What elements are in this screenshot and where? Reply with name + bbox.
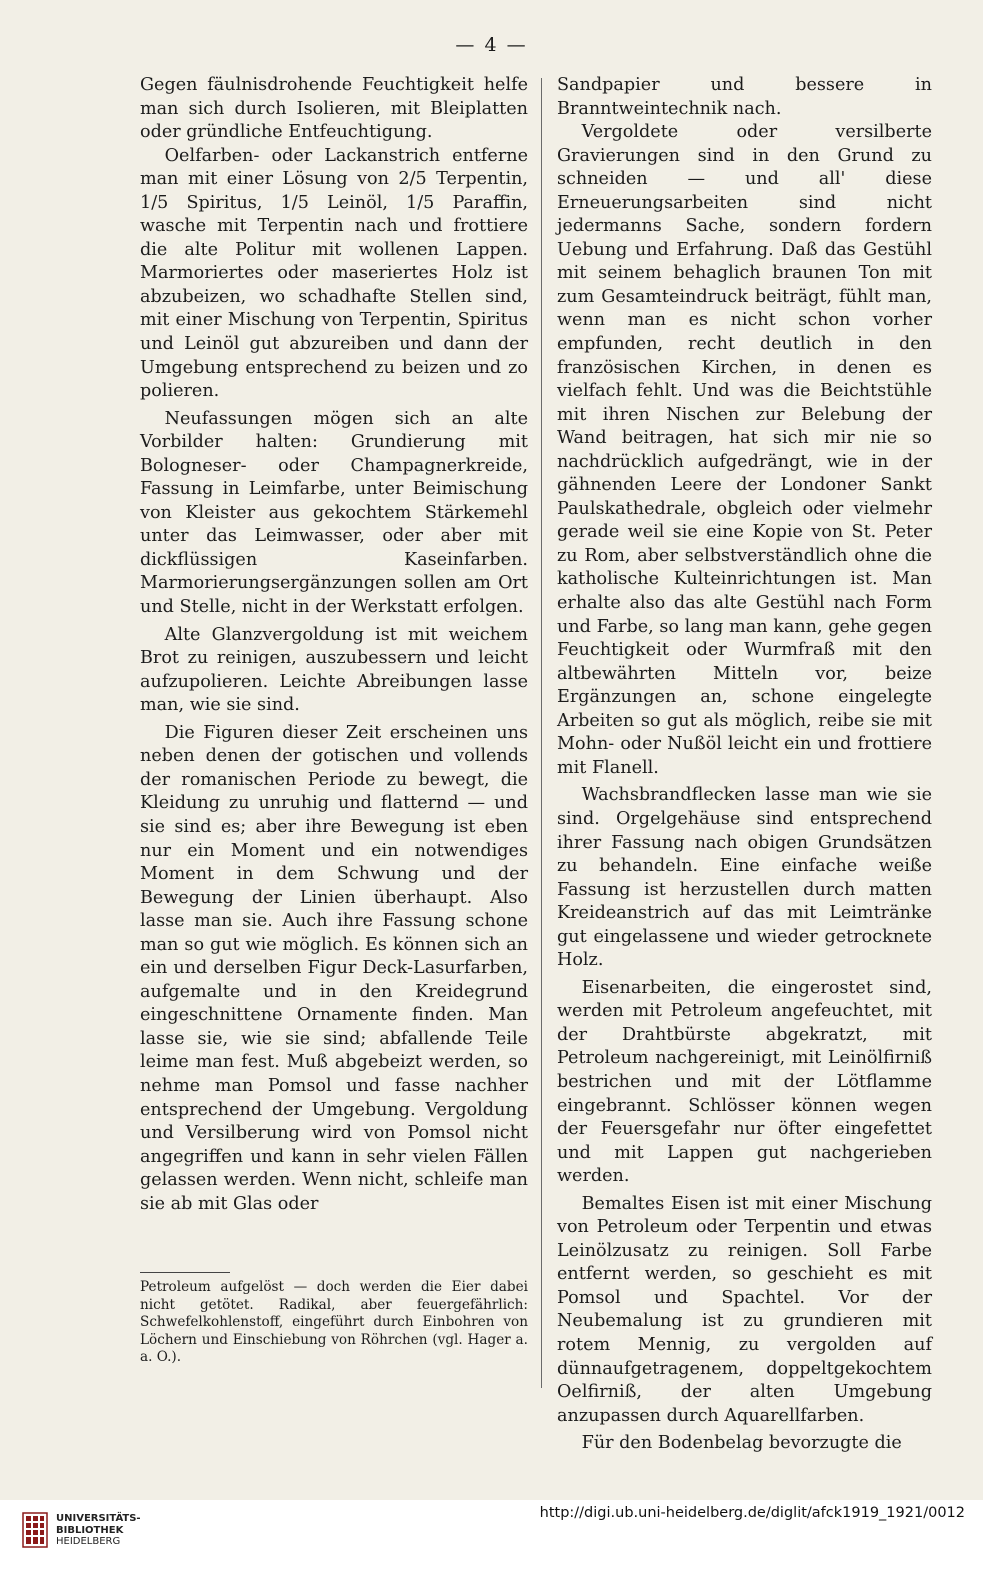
paragraph: Oelfarben- oder Lackanstrich entferne man mit einer Lösung von 2/5 Terpentin, 1/5 Spiritus, 1/5 Leinöl, 1/5 Paraffin, wasche mit Terpentin nach und frottiere die alte Politur mit wollenen Lappen. Marmoriertes oder maseriertes Holz ist abzubeizen, wo schadhafte Stellen sind, mit einer Mischung von Terpentin, Spiritus und Leinöl gut abzureiben und dann der Umgebung entsprechend zu beizen und zo polieren. [140, 145, 528, 402]
footnote-divider [140, 1272, 230, 1273]
paragraph: Eisenarbeiten, die eingerostet sind, werden mit Petroleum angefeuchtet, mit der Drahtbürste abgekratzt, mit Petroleum nachgereinigt, mit Leinölfirniß bestrichen und mit der Lötflamme eingebrannt. Schlösser können wegen der Feuersgefahr nur öfter eingefettet und mit Lappen gut nachgerieben werden. [557, 977, 932, 1187]
footnote: Petroleum aufgelöst — doch werden die Eier dabei nicht getötet. Radikal, aber feuergefährlich: Schwefelkohlenstoff, eingeführt durch Einbohren von Löchern und Einschiebung von Röhrchen (vgl. Hager a. a. O.). [140, 1279, 528, 1366]
paragraph: Gegen fäulnisdrohende Feuchtigkeit helfe man sich durch Isolieren, mit Bleiplatten oder gründliche Entfeuchtigung. [140, 75, 528, 143]
right-column [557, 74, 932, 1456]
paragraph: Alte Glanzvergoldung ist mit weichem Brot zu reinigen, auszubessern und leicht aufzupolieren. Leichte Abreibungen lasse man, wie sie sind. [140, 624, 528, 716]
paragraph: Wachsbrandflecken lasse man wie sie sind. Orgelgehäuse sind entsprechend ihrer Fassung nach obigen Grundsätzen zu behandeln. Eine einfache weiße Fassung ist herzustellen durch matten Kreideanstrich auf das mit Leimtränke gut eingelassene und wieder getrocknete Holz. [557, 785, 932, 971]
paragraph: Für den Bodenbelag bevorzugte die [581, 1433, 902, 1454]
source-url-link[interactable]: http://digi.ub.uni-heidelberg.de/diglit/afck1919_1921/0012 [539, 1505, 965, 1521]
paragraph: Vergoldete oder versilberte Gravierungen sind in den Grund zu schneiden — und all' diese Erneuerungsarbeiten sind nicht jedermanns Sache, sondern fordern Uebung und Erfahrung. Daß das Gestühl mit seinem behaglich braunen Ton mit zum Gesamteindruck beiträgt, fühlt man, wenn man es nicht schon vorher empfunden, recht deutlich in den französischen Kirchen, in denen es vielfach fehlt. Und was die Beichtstühle mit ihren Nischen zur Belebung der Wand beitragen, hat sich mir nie so nachdrücklich aufgedrängt, wie in der gähnenden Leere der Londoner Sankt Paulskathedrale, obgleich oder vielmehr gerade weil sie eine Kopie von St. Peter zu Rom, aber selbstverständlich ohne die katholische Kulteinrichtungen ist. Man erhalte also das alte Gestühl nach Form und Farbe, so lang man kann, gehe gegen Feuchtigkeit oder Wurmfraß mit den altbewährten Mitteln vor, beize Ergänzungen an, schone eingelegte Arbeiten so gut als möglich, reibe sie mit Mohn- oder Nußöl leicht ein und frottiere mit Flanell. [557, 122, 932, 778]
library-name-line: HEIDELBERG [56, 1536, 121, 1547]
university-library-logo-icon [22, 1512, 48, 1548]
library-name-line: UNIVERSITÄTS- [56, 1513, 141, 1524]
paragraph: Sandpapier und bessere in Branntweintechnik nach. [557, 75, 932, 119]
column-divider [541, 78, 542, 1388]
paragraph: Bemaltes Eisen ist mit einer Mischung von Petroleum oder Terpentin und etwas Leinölzusatz zu reinigen. Soll Farbe entfernt werden, so geschieht es mit Pomsol und Spachtel. Vor der Neubemalung ist zu grundieren mit rotem Mennig, zu vergolden auf dünnaufgetragenem, doppeltgekochtem Oelfirniß, der alten Umgebung anzupassen durch Aquarellfarben. [557, 1193, 932, 1426]
page-number: — 4 — [455, 34, 528, 56]
library-name-line: BIBLIOTHEK [56, 1524, 124, 1536]
left-column [140, 74, 528, 1216]
library-name [56, 1513, 141, 1548]
paragraph: Die Figuren dieser Zeit erscheinen uns neben denen der gotischen und vollends der romanischen Periode zu bewegt, die Kleidung zu unruhig und flatternd — und sie sind es; aber ihre Bewegung ist eben nur ein Moment und ein notwendiges Moment in dem Schwung und der Bewegung der Linien überhaupt. Also lasse man sie. Auch ihre Fassung schone man so gut wie möglich. Es können sich an ein und derselben Figur Deck-Lasurfarben, aufgemalte und in den Kreidegrund eingeschnittene Ornamente finden. Man lasse sie, wie sie sind; abfallende Teile leime man fest. Muß abgebeizt werden, so nehme man Pomsol und fasse nachher entsprechend der Umgebung. Vergoldung und Versilberung wird von Pomsol nicht angegriffen und kann in sehr vielen Fällen gelassen werden. Wenn nicht, schleife man sie ab mit Glas oder [140, 722, 528, 1214]
paragraph: Neufassungen mögen sich an alte Vorbilder halten: Grundierung mit Bologneser- oder Champagnerkreide, Fassung in Leimfarbe, unter Beimischung von Kleister aus gekochtem Stärkemehl unter das Leimwasser, oder aber mit dickflüssigen Kaseinfarben. Marmorierungsergänzungen sollen am Ort und Stelle, nicht in der Werkstatt erfolgen. [140, 408, 528, 618]
